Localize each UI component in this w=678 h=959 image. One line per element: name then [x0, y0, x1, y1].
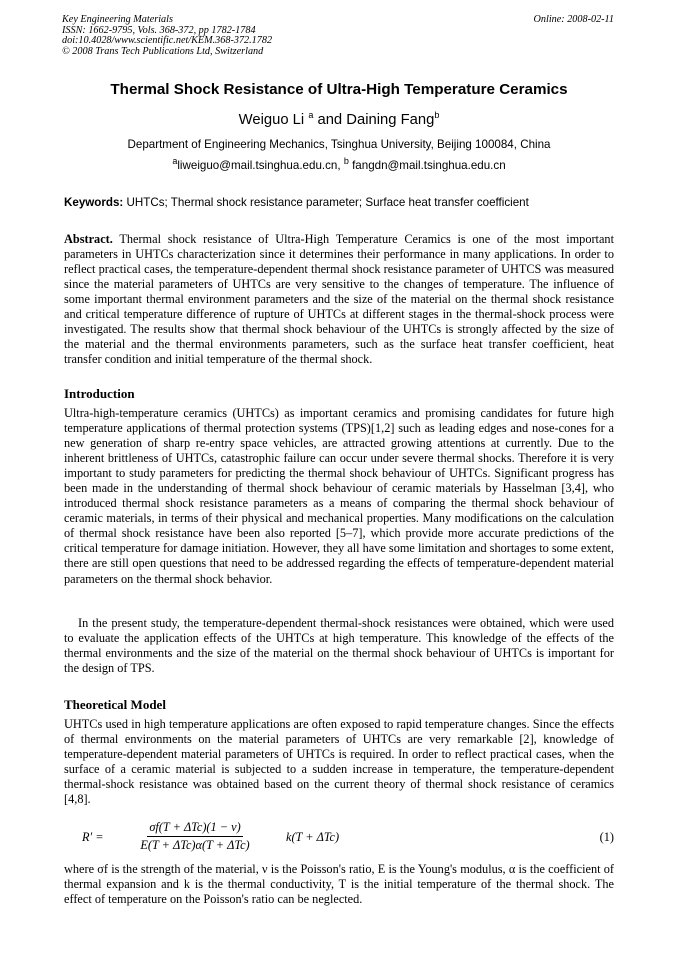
- journal-copyright: © 2008 Trans Tech Publications Ltd, Switzerland: [62, 45, 264, 57]
- journal-doi: doi:10.4028/www.scientific.net/KEM.368-372.1782: [62, 35, 273, 47]
- keywords-line: [64, 196, 614, 209]
- author-line: [40, 112, 638, 128]
- keywords-label: Keywords:: [64, 196, 124, 209]
- journal-header: [62, 15, 614, 57]
- introduction-paragraph-2: In the present study, the temperature-dependent thermal-shock resistances were obtained, which were used to evaluate the application effects of the UHTCs at high temperature. This knowledge of the effects of the thermal environments and the size of the material on the thermal shock behaviour of UHTCs is important for the design of TPS.: [64, 616, 614, 676]
- email-link[interactable]: liweiguo@mail.tsinghua.edu.cn,: [177, 159, 341, 172]
- equation-lhs: R′ =: [82, 830, 104, 844]
- equation-number: (1): [599, 830, 614, 844]
- online-date: Online: 2008-02-11: [533, 14, 614, 25]
- theory-paragraph-1: UHTCs used in high temperature applications are often exposed to rapid temperature changes. Since the effects of thermal environments on the material parameters of UHTCs are very remarkable [2], knowledge of temperature-dependent material parameters of UHTCs is required. In order to reflect practical cases, when the surface of a ceramic material is subjected to a sudden increase in temperature, the temperature-dependent thermal-shock resistance was obtained based on the current theory of thermal shock resistance of ceramics [4,8].: [64, 717, 614, 807]
- paper-title: Thermal Shock Resistance of Ultra-High Temperature Ceramics: [110, 81, 568, 98]
- author-conjunction: and: [317, 112, 343, 128]
- equation-fraction: [110, 820, 280, 853]
- abstract-paragraph: [64, 232, 614, 367]
- abstract-text: Thermal shock resistance of Ultra-High Temperature Ceramics is one of the most important parameters in UHTCs characterization since it determines their performance in many applications. In order to reflect practical cases, the temperature-dependent thermal shock resistance parameter of UHTCS was measured since the material parameters of UHTCs are very sensitive to the changes of temperature. The influence of some important thermal environment parameters and the size of the material on the thermal shock resistance and critical temperature difference of rupture of UHTCs at different stages in the thermal-shock process were investigated. The results show that thermal shock behaviour of the UHTCs is strongly affected by the size of the material and the thermal environments parameters, such as the surface heat transfer coefficient, heat transfer condition and initial temperature of the thermal shock.: [64, 232, 615, 367]
- author-name: Weiguo Li: [238, 112, 305, 128]
- equation-1: [64, 820, 614, 860]
- email-line: [40, 156, 638, 172]
- affiliation: Department of Engineering Mechanics, Tsinghua University, Beijing 100084, China: [127, 138, 551, 151]
- equation-numerator: σf(T + ΔTc)(1 − ν): [147, 820, 242, 837]
- introduction-paragraph-1: Ultra-high-temperature ceramics (UHTCs) as important ceramics and promising candidates for future high temperature applications of thermal protection systems (TPS)[1,2] such as leading edges and nose-cones for a new generation of sharp re-entry space vehicles, are attracted growing attentions at currently. Due to the inherent brittleness of UHTCs, catastrophic failure can occur under severe thermal shocks. Therefore it is very important to study parameters for predicting the thermal shock behaviour of UHTCs. Significant progress has been made in the understanding of thermal shock behaviour of ceramic materials by Hasselman [3,4], who introduced thermal shock resistance parameters as a means of comparing the thermal shock behaviour of ceramic materials, in terms of their physical and mechanical properties. Many modifications on the calculation of thermal shock resistance have been also reported [5–7], which provide more accurate predictions of the critical temperature for damage initiation. However, they all have some limitation and shortages to some extent, there are still open questions that need to be addressed regarding the effects of temperature-dependent material parameters on the thermal shock behavior.: [64, 406, 614, 586]
- section-heading-theoretical-model: Theoretical Model: [64, 697, 166, 712]
- theory-paragraph-2: where σf is the strength of the material, ν is the Poisson's ratio, E is the Young's modulus, α is the coefficient of thermal expansion and k is the thermal conductivity, T is the initial temperature of the thermal shock. The effect of temperature on the Poisson's ratio can be neglected.: [64, 862, 614, 907]
- abstract-label: Abstract.: [64, 232, 113, 246]
- keywords-text: UHTCs; Thermal shock resistance parameter; Surface heat transfer coefficient: [126, 196, 529, 209]
- equation-conductivity-term: k(T + ΔTc): [286, 830, 340, 844]
- email-link[interactable]: fangdn@mail.tsinghua.edu.cn: [352, 159, 506, 172]
- journal-name: Key Engineering Materials: [62, 14, 173, 25]
- equation-denominator: E(T + ΔTc)α(T + ΔTc): [140, 838, 250, 852]
- section-heading-introduction: Introduction: [64, 386, 135, 401]
- author-name: Daining Fang: [346, 112, 435, 128]
- email-superscript: a: [172, 156, 178, 167]
- author-superscript: b: [434, 110, 440, 121]
- email-superscript: b: [343, 156, 349, 167]
- journal-issn: ISSN: 1662-9795, Vols. 368-372, pp 1782-1784: [62, 24, 256, 36]
- author-superscript: a: [308, 110, 314, 121]
